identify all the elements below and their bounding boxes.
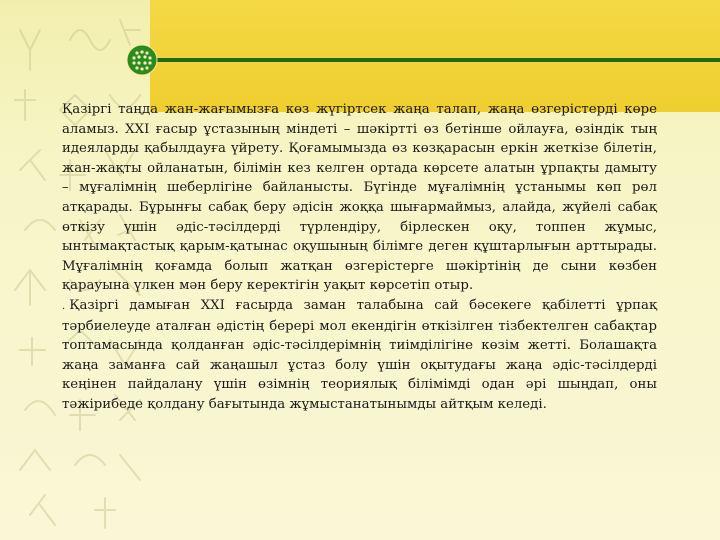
paragraph-2 [62,296,657,415]
paragraph-1 [62,100,657,296]
paragraph-2-marker: . [62,300,66,312]
paragraph-2-text: Қазіргі дамыған XXI ғасырда заман талабына сай бәсекеге қабілетті ұрпақ тәрбиелеуде аталған әдістің берері мол екендігін өткізілген тізбектелген сабақтар топтамасында қолданған әдіс-тәсілдерімнің тиімділігіне көзім жетті. Болашақта жаңа заманға сай жаңашыл ұстаз болу үшін оқытудағы жаңа әдіс-тәсілдерді кеңінен пайдалану үшін өзімнің теориялық білімімді одан әрі шыңдап, оны тәжірибеде қолдану бағытында жұмыстанатынымды айтқым келеді. [62,297,657,412]
green-dotted-orb-icon [126,44,158,76]
header-band [150,0,720,112]
header-rule [150,58,720,62]
paragraph-1-text: Қазіргі таңда жан-жағымызға көз жүгіртсек жаңа талап, жаңа өзгерістерді көре аламыз. XXI ғасыр ұстазының міндеті – шәкіртті өз бетінше ойлауға, өзіндік тың идеяларды қабылдауға үйрету. Қоғамымызда өз көзқарасын еркін жеткізе білетін, жан-жақты ойланатын, білімін кез келген ортада көрсете алатын ұрпақты дамыту – мұғалімнің шеберлігіне байланысты. Бүгінде мұғалімнің ұстанымы көп рөл атқарады. Бұрынғы сабақ беру әдісін жоққа шығармаймыз, алайда, жүйелі сабақ өткізу үшін әдіс-тәсілдерді түрлендіру, бірлескен оқу, топпен жұмыс, ынтымақтастық қарым-қатынас оқушының білімге деген құштарлығын арттырады. Мұғалімнің қоғамда болып жатқан өзгерістерге шәкіртінің де сыни көзбен қарауына үлкен мән беру керектігін уақыт көрсетіп отыр. [62,102,657,294]
body-text [62,100,657,415]
